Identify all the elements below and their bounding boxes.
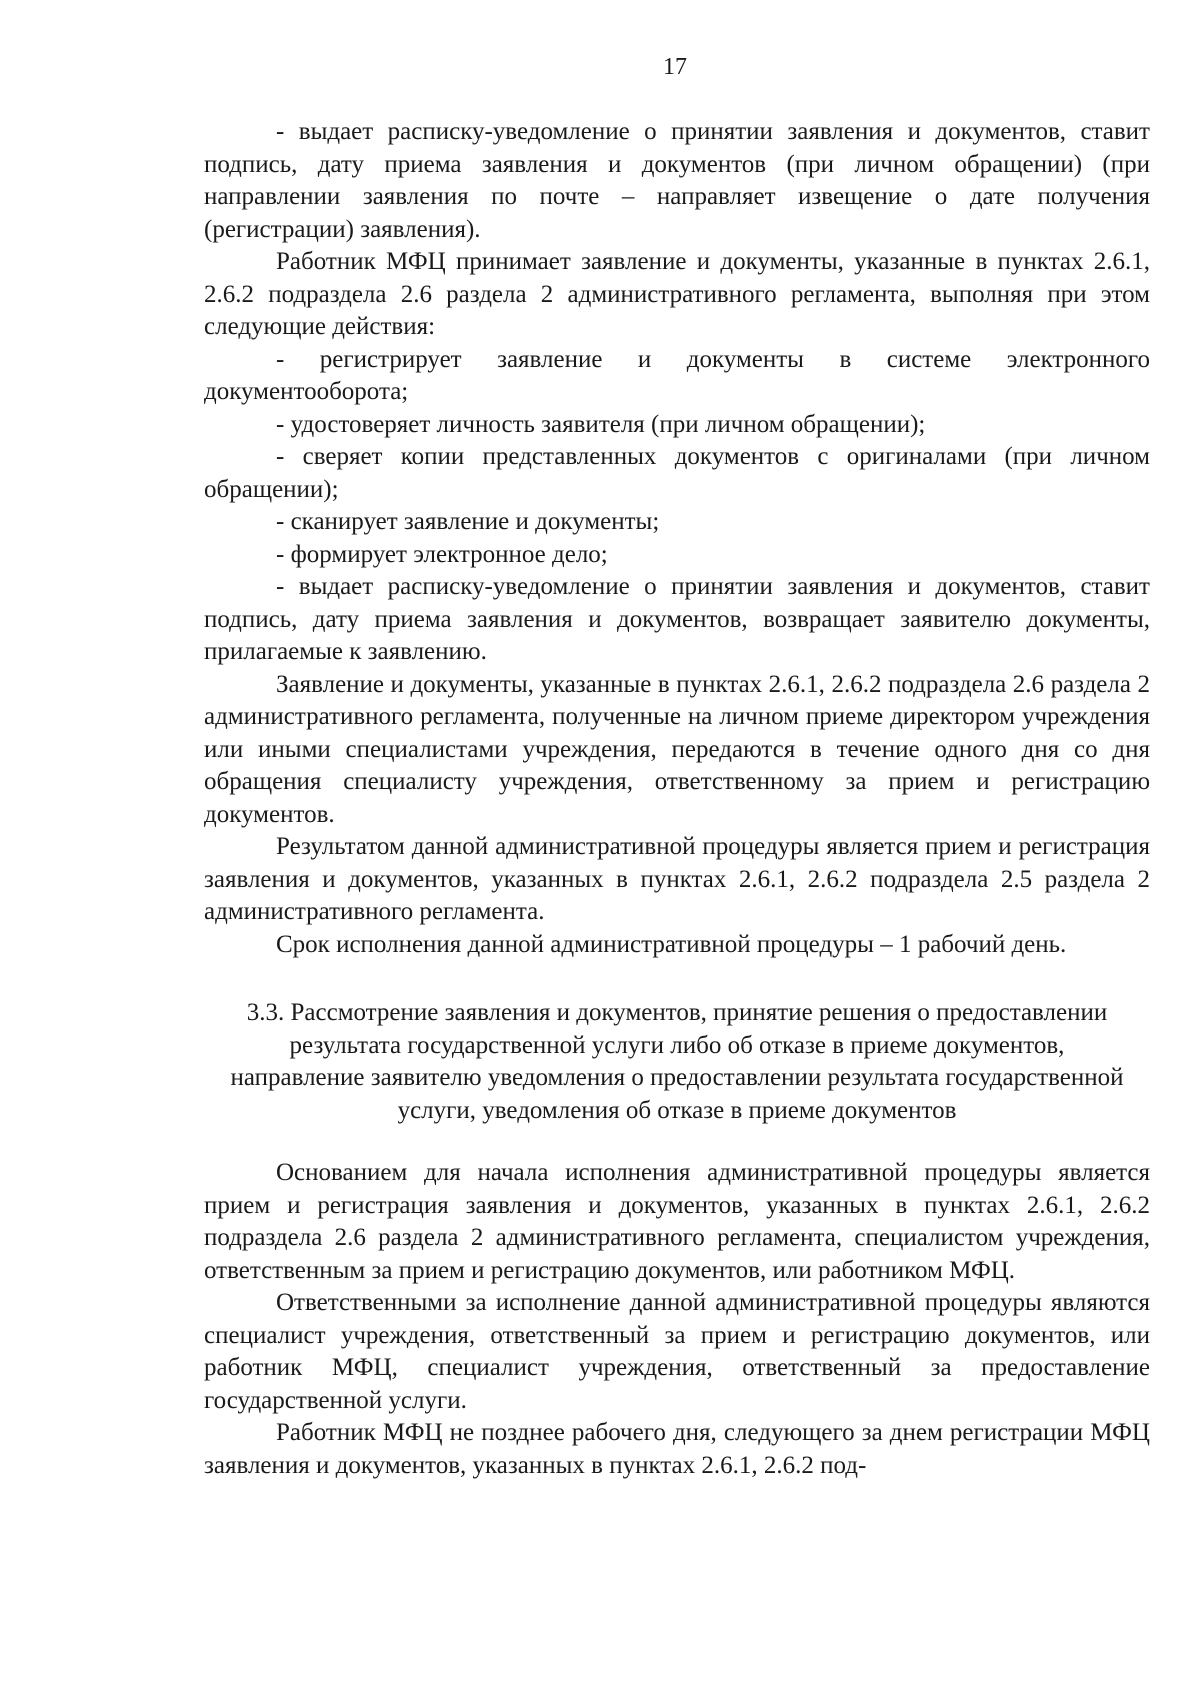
- paragraph: Срок исполнения данной административной процедуры – 1 рабочий день.: [276, 930, 1067, 958]
- paragraph: Работник МФЦ не позднее рабочего дня, следующего за днем регистрации МФЦ заявления и документов, указанных в пунктах 2.6.1, 2.6.2 под-: [204, 1419, 1150, 1479]
- paragraph: - формирует электронное дело;: [276, 540, 608, 568]
- paragraph: - регистрирует заявление и документы в системе электронного документооборота;: [204, 345, 1150, 405]
- section-heading: 3.3. Рассмотрение заявления и документов, принятие решения о предоставлении результата государственной услуги либо об отказе в приеме документов, направление заявителю уведомления о предоставлении результата государственной услуги, уведомления об отказе в приеме документов: [230, 999, 1124, 1124]
- paragraph: Ответственными за исполнение данной административной процедуры являются специалист учреждения, ответственный за прием и регистрацию документов, или работник МФЦ, специалист учреждения, ответственный за предоставление государственной услуги.: [204, 1289, 1150, 1414]
- page-number: 17: [663, 54, 687, 80]
- paragraph: - сканирует заявление и документы;: [276, 508, 660, 535]
- paragraph: Основанием для начала исполнения административной процедуры является прием и регистрация заявления и документов, указанных в пунктах 2.6.1, 2.6.2 подраздела 2.6 раздела 2 административного регламента, специалистом учреждения, ответственным за прием и регистрацию документов, или работником МФЦ.: [204, 1159, 1150, 1284]
- paragraph: - выдает расписку-уведомление о принятии заявления и документов, ставит подпись, дату приема заявления и документов, возвращает заявителю документы, прилагаемые к заявлению.: [204, 573, 1150, 665]
- paragraph: - выдает расписку-уведомление о принятии заявления и документов, ставит подпись, дату приема заявления и документов (при личном обращении) (при направлении заявления по почте – направляет извещение о дате получения (регистрации) заявления).: [204, 118, 1150, 243]
- paragraph: - сверяет копии представленных документов с оригиналами (при личном обращении);: [204, 443, 1150, 503]
- paragraph: Заявление и документы, указанные в пунктах 2.6.1, 2.6.2 подраздела 2.6 раздела 2 административного регламента, полученные на личном приеме директором учреждения или иными специалистами учреждения, передаются в течение одного дня со дня обращения специалисту учреждения, ответственному за прием и регистрацию документов.: [204, 670, 1150, 828]
- paragraph: - удостоверяет личность заявителя (при личном обращении);: [276, 410, 926, 438]
- paragraph: Результатом данной административной процедуры является прием и регистрация заявления и документов, указанных в пунктах 2.6.1, 2.6.2 подраздела 2.5 раздела 2 административного регламента.: [204, 833, 1150, 925]
- paragraph: Работник МФЦ принимает заявление и документы, указанные в пунктах 2.6.1, 2.6.2 подраздела 2.6 раздела 2 административного регламента, выполняя при этом следующие действия:: [204, 248, 1150, 340]
- document-body: [204, 116, 1150, 1482]
